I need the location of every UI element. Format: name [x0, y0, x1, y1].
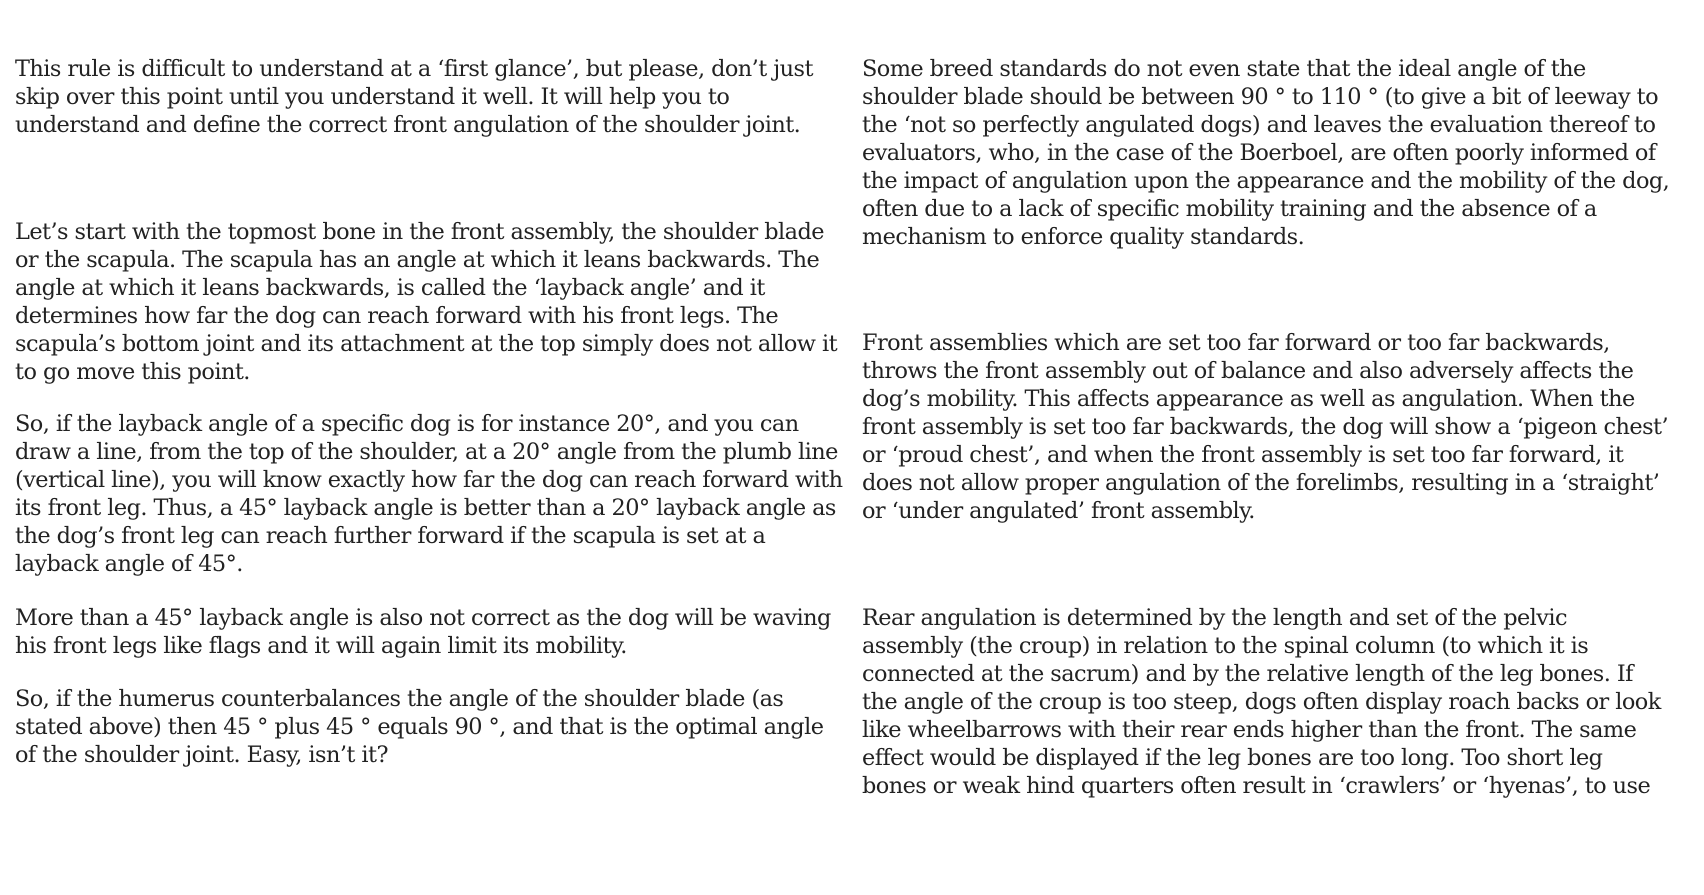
paragraph-front-assembly-balance: Front assemblies which are set too far forward or too far backwards, throws the front assembly out of balance and also adversely affects the dog’s mobility. This affects appearance as well as angulation. When the front assembly is set too far backwards, the dog will show a ‘pigeon chest’ or ‘proud chest’, and when the front assembly is set too far forward, it does not allow proper angulation of the forelimbs, resulting in a ‘straight’ or ‘under angulated’ front assembly. [862, 330, 1669, 524]
left-text-column [15, 0, 845, 895]
right-text-column [862, 0, 1670, 895]
paragraph-layback-example: So, if the layback angle of a specific dog is for instance 20°, and you can draw a line, from the top of the shoulder, at a 20° angle from the plumb line (vertical line), you will know exactly how far the dog can reach forward with its front leg. Thus, a 45° layback angle is better than a 20° layback angle as the dog’s front leg can reach further forward if the scapula is set at a layback angle of 45°. [15, 411, 843, 577]
paragraph-excess-layback: More than a 45° layback angle is also not correct as the dog will be waving his front legs like flags and it will again limit its mobility. [15, 605, 831, 659]
paragraph-first-glance-rule: This rule is difficult to understand at a ‘first glance’, but please, don’t just skip over this point until you understand it well. It will help you to understand and define the correct front angulation of the shoulder joint. [15, 56, 813, 138]
paragraph-scapula-layback: Let’s start with the topmost bone in the front assembly, the shoulder blade or the scapula. The scapula has an angle at which it leans backwards. The angle at which it leans backwards, is called the ‘layback angle’ and it determines how far the dog can reach forward with his front legs. The scapula’s bottom joint and its attachment at the top simply does not allow it to go move this point. [15, 219, 838, 385]
paragraph-optimal-shoulder-angle: So, if the humerus counterbalances the angle of the shoulder blade (as stated above) then 45 ° plus 45 ° equals 90 °, and that is the optimal angle of the shoulder joint. Easy, isn’t it? [15, 686, 824, 768]
paragraph-rear-angulation: Rear angulation is determined by the length and set of the pelvic assembly (the croup) in relation to the spinal column (to which it is connected at the sacrum) and by the relative length of the leg bones. If the angle of the croup is too steep, dogs often display roach backs or look like wheelbarrows with their rear ends higher than the front. The same effect would be displayed if the leg bones are too long. Too short leg bones or weak hind quarters often result in ‘crawlers’ or ‘hyenas’, to use [862, 605, 1661, 799]
paragraph-breed-standards: Some breed standards do not even state that the ideal angle of the shoulder blade should be between 90 ° to 110 ° (to give a bit of leeway to the ‘not so perfectly angulated dogs) and leaves the evaluation thereof to evaluators, who, in the case of the Boerboel, are often poorly informed of the impact of angulation upon the appearance and the mobility of the dog, often due to a lack of specific mobility training and the absence of a mechanism to enforce quality standards. [862, 56, 1670, 250]
